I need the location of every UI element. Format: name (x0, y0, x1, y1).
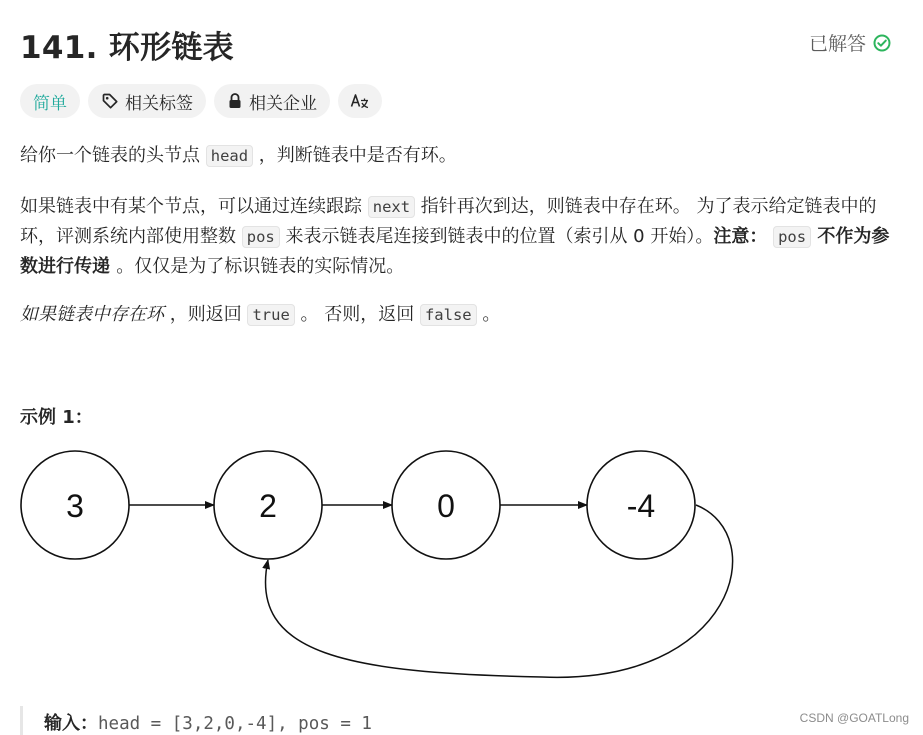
list-node-value: 0 (437, 488, 455, 524)
description-paragraph-1: 给你一个链表的头节点 head ，判断链表中是否有环。 (20, 145, 457, 166)
related-companies-label: 相关企业 (249, 93, 317, 114)
tag-icon (101, 92, 119, 110)
inline-code: false (420, 304, 477, 326)
list-node (587, 451, 695, 559)
problem-title: 141. 环形链表 (20, 30, 234, 66)
translate-icon (350, 92, 370, 110)
input-label: 输入： (44, 713, 98, 734)
list-node (214, 451, 322, 559)
inline-code: next (368, 196, 415, 218)
related-topics-button[interactable] (88, 84, 206, 118)
list-node (392, 451, 500, 559)
inline-code: head (206, 145, 253, 167)
difficulty-badge[interactable] (20, 84, 80, 118)
description-paragraph-2: 如果链表中有某个节点，可以通过连续跟踪 next 指针再次到达，则链表中存在环。 为了表示给定链表中的环，评测系统内部使用整数 pos 来表示链表尾连接到链表中的位置（索引从 0 开始）。注意： pos 不作为参数进行传递 。仅仅是为了标识链表的实际情况。 (20, 196, 890, 277)
list-node-value: -4 (626, 488, 656, 524)
description-paragraph-3: 如果链表中存在环 ，则返回 true 。 否则，返回 false 。 (20, 304, 501, 325)
lock-icon (227, 92, 243, 110)
tag-bar (20, 84, 382, 118)
solved-status[interactable] (809, 29, 892, 56)
solved-status-label: 已解答 (808, 33, 866, 55)
input-value: head = [3,2,0,-4], pos = 1 (98, 714, 372, 734)
related-companies-button[interactable] (214, 84, 330, 118)
example-input (44, 709, 372, 735)
inline-code: true (247, 304, 294, 326)
list-node (21, 451, 129, 559)
related-topics-label: 相关标签 (125, 93, 193, 114)
check-circle-icon (872, 33, 892, 53)
example-block-border (20, 706, 23, 735)
watermark: CSDN @GOATLong (799, 711, 909, 725)
inline-code: pos (242, 226, 280, 248)
linked-list-diagram (0, 440, 923, 702)
list-node-value: 2 (259, 488, 277, 524)
translate-button[interactable] (338, 84, 382, 118)
example-title: 示例 1： (20, 407, 93, 428)
inline-code: pos (773, 226, 811, 248)
difficulty-label: 简单 (33, 93, 67, 114)
list-node-value: 3 (66, 488, 84, 524)
